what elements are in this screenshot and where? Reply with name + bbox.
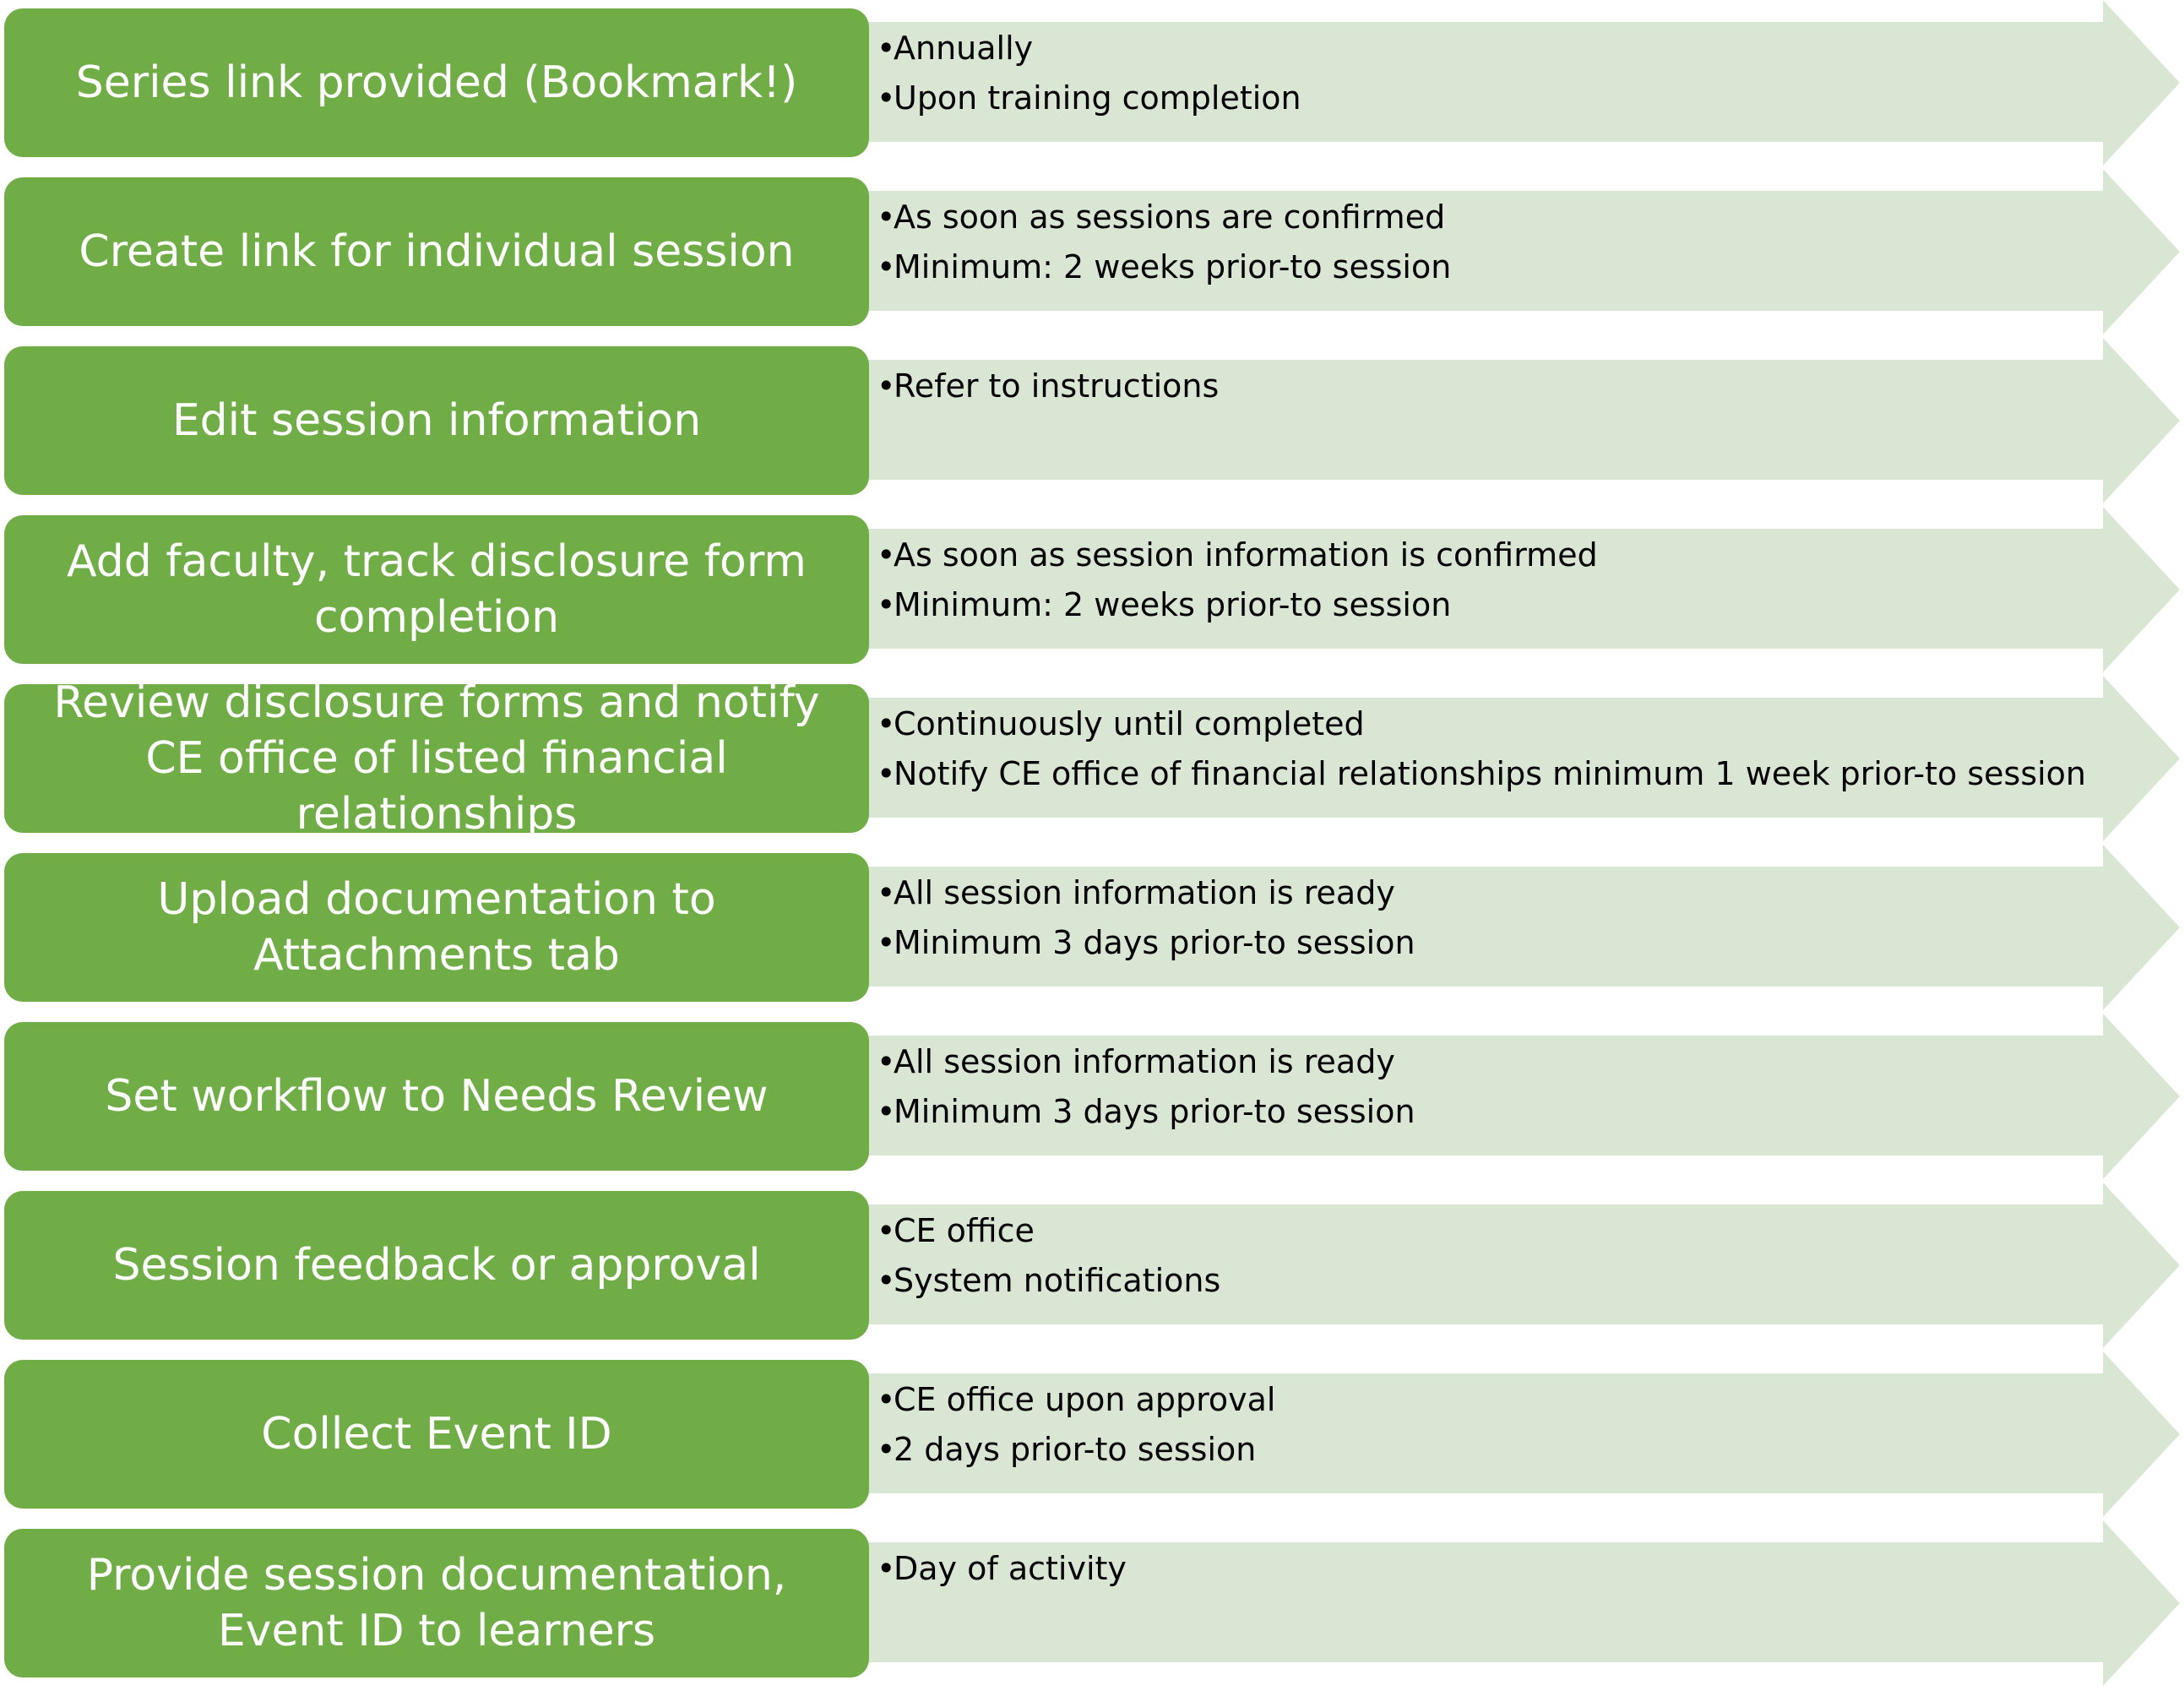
detail-item — [877, 24, 1301, 73]
detail-item — [877, 1375, 1275, 1425]
detail-text: Upon training completion — [894, 79, 1301, 117]
detail-text: Minimum: 2 weeks prior-to session — [894, 586, 1452, 623]
detail-item — [877, 580, 1598, 630]
step-box — [4, 1360, 869, 1509]
step-box — [4, 1529, 869, 1677]
step-box — [4, 8, 869, 157]
step-label: Set workflow to Needs Review — [105, 1071, 769, 1122]
step-row — [0, 507, 2184, 676]
detail-item — [877, 1037, 1415, 1087]
detail-text: As soon as sessions are confirmed — [894, 198, 1446, 236]
step-details — [877, 24, 1301, 123]
detail-text: System notifications — [894, 1262, 1221, 1299]
detail-text: Minimum 3 days prior-to session — [894, 924, 1415, 961]
step-label: Collect Event ID — [261, 1409, 612, 1460]
detail-text: Refer to instructions — [894, 367, 1220, 405]
detail-item — [877, 868, 1415, 918]
bullet-icon: • — [877, 1381, 896, 1418]
detail-item — [877, 242, 1451, 292]
detail-item — [877, 73, 1301, 123]
bullet-icon: • — [877, 924, 896, 961]
step-details — [877, 699, 2086, 799]
step-row — [0, 338, 2184, 507]
detail-item — [877, 1256, 1220, 1306]
detail-text: Annually — [894, 30, 1034, 67]
detail-text: Day of activity — [894, 1550, 1127, 1587]
bullet-icon: • — [877, 1262, 896, 1299]
step-row — [0, 1014, 2184, 1183]
detail-text: CE office upon approval — [894, 1381, 1276, 1418]
step-details — [877, 1037, 1415, 1137]
detail-text: Minimum: 2 weeks prior-to session — [894, 248, 1452, 285]
step-details — [877, 1375, 1275, 1475]
bullet-icon: • — [877, 536, 896, 574]
detail-item — [877, 1206, 1220, 1256]
bullet-icon: • — [877, 1431, 896, 1468]
step-label: Upload documentation to Attachments tab — [157, 874, 716, 981]
bullet-icon: • — [877, 30, 896, 67]
step-label: Series link provided (Bookmark!) — [75, 57, 798, 108]
detail-text: All session information is ready — [894, 1043, 1395, 1080]
detail-text: Notify CE office of financial relationships minimum 1 week prior-to session — [894, 755, 2087, 792]
detail-item — [877, 1087, 1415, 1137]
detail-item — [877, 1425, 1275, 1475]
bullet-icon: • — [877, 705, 896, 742]
bullet-icon: • — [877, 874, 896, 911]
step-label: Edit session information — [171, 395, 702, 446]
detail-text: Continuously until completed — [894, 705, 1365, 742]
step-box — [4, 346, 869, 495]
detail-item — [877, 362, 1219, 411]
bullet-icon: • — [877, 755, 896, 792]
detail-text: All session information is ready — [894, 874, 1395, 911]
step-row — [0, 845, 2184, 1014]
step-box — [4, 1022, 869, 1171]
bullet-icon: • — [877, 198, 896, 236]
detail-item — [877, 699, 2086, 749]
bullet-icon: • — [877, 248, 896, 285]
step-row — [0, 676, 2184, 845]
step-label: Session feedback or approval — [112, 1240, 761, 1291]
detail-item — [877, 193, 1451, 242]
step-box — [4, 677, 869, 840]
detail-text: CE office — [894, 1212, 1035, 1249]
step-label: Create link for individual session — [79, 226, 795, 277]
step-box — [4, 515, 869, 664]
step-row — [0, 0, 2184, 169]
step-details — [877, 193, 1451, 292]
bullet-icon: • — [877, 1043, 896, 1080]
bullet-icon: • — [877, 1550, 896, 1587]
step-box — [4, 853, 869, 1002]
step-row — [0, 1351, 2184, 1520]
detail-item — [877, 749, 2086, 799]
step-label: Provide session documentation, Event ID to learners — [86, 1550, 787, 1656]
bullet-icon: • — [877, 79, 896, 117]
bullet-icon: • — [877, 1093, 896, 1130]
step-details — [877, 530, 1598, 630]
step-label: Add faculty, track disclosure form completion — [67, 536, 807, 643]
step-details — [877, 362, 1219, 411]
step-box — [4, 177, 869, 326]
step-box — [4, 1191, 869, 1340]
step-row — [0, 169, 2184, 338]
step-details — [877, 1206, 1220, 1306]
bullet-icon: • — [877, 367, 896, 405]
detail-text: As soon as session information is confirmed — [894, 536, 1598, 574]
detail-item — [877, 530, 1598, 580]
step-row — [0, 1520, 2184, 1689]
detail-text: 2 days prior-to session — [894, 1431, 1257, 1468]
step-label: Review disclosure forms and notify CE office of listed financial relationships — [53, 677, 820, 840]
detail-item — [877, 918, 1415, 968]
detail-text: Minimum 3 days prior-to session — [894, 1093, 1415, 1130]
detail-item — [877, 1544, 1127, 1594]
bullet-icon: • — [877, 1212, 896, 1249]
bullet-icon: • — [877, 586, 896, 623]
step-row — [0, 1183, 2184, 1351]
step-details — [877, 1544, 1127, 1594]
step-details — [877, 868, 1415, 968]
